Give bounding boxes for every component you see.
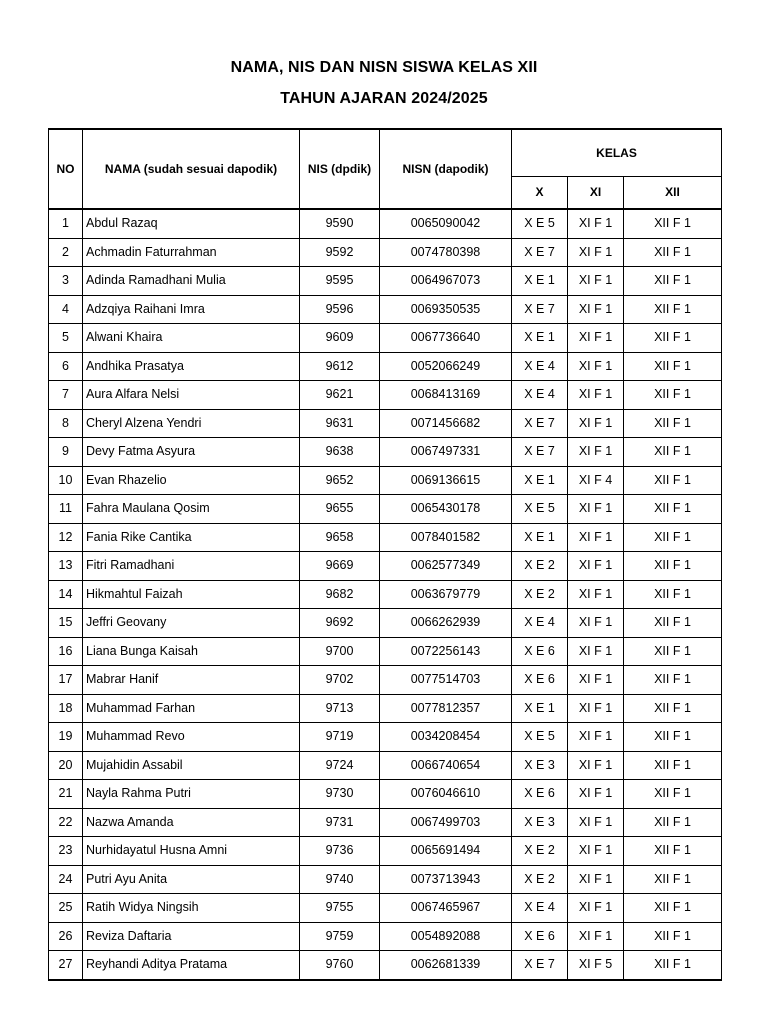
cell-kelas-xi: XI F 1 [568,238,624,267]
cell-nama: Muhammad Revo [83,723,300,752]
cell-kelas-xi: XI F 1 [568,381,624,410]
cell-nama: Adinda Ramadhani Mulia [83,267,300,296]
cell-nama: Achmadin Faturrahman [83,238,300,267]
cell-kelas-xi: XI F 1 [568,352,624,381]
cell-kelas-xii: XII F 1 [624,466,722,495]
cell-nisn: 0076046610 [380,780,512,809]
header-nama: NAMA (sudah sesuai dapodik) [83,129,300,209]
header-kelas-xi: XI [568,176,624,209]
cell-kelas-xii: XII F 1 [624,922,722,951]
cell-kelas-xi: XI F 1 [568,922,624,951]
cell-nisn: 0065430178 [380,495,512,524]
table-header [49,129,722,209]
table-row [49,637,722,666]
cell-kelas-xii: XII F 1 [624,865,722,894]
table-row [49,609,722,638]
cell-no: 3 [49,267,83,296]
table-row [49,894,722,923]
table-row [49,409,722,438]
cell-nis: 9596 [300,295,380,324]
cell-kelas-xi: XI F 1 [568,694,624,723]
cell-kelas-x: X E 1 [512,466,568,495]
cell-nis: 9655 [300,495,380,524]
cell-nama: Adzqiya Raihani Imra [83,295,300,324]
cell-nama: Evan Rhazelio [83,466,300,495]
cell-nama: Devy Fatma Asyura [83,438,300,467]
cell-no: 23 [49,837,83,866]
cell-kelas-xi: XI F 1 [568,723,624,752]
cell-nis: 9731 [300,808,380,837]
header-kelas-x: X [512,176,568,209]
cell-no: 5 [49,324,83,353]
cell-nama: Reyhandi Aditya Pratama [83,951,300,980]
cell-kelas-xii: XII F 1 [624,666,722,695]
cell-kelas-xi: XI F 1 [568,609,624,638]
cell-kelas-x: X E 4 [512,894,568,923]
cell-nama: Fitri Ramadhani [83,552,300,581]
cell-nisn: 0067499703 [380,808,512,837]
table-body [49,209,722,980]
cell-nama: Nazwa Amanda [83,808,300,837]
cell-no: 6 [49,352,83,381]
cell-kelas-xi: XI F 1 [568,523,624,552]
table-row [49,694,722,723]
cell-kelas-x: X E 5 [512,209,568,238]
cell-nis: 9592 [300,238,380,267]
cell-kelas-xi: XI F 1 [568,209,624,238]
header-kelas-xii: XII [624,176,722,209]
cell-kelas-x: X E 6 [512,780,568,809]
cell-nis: 9719 [300,723,380,752]
cell-nisn: 0069350535 [380,295,512,324]
cell-kelas-xi: XI F 1 [568,894,624,923]
cell-nama: Fania Rike Cantika [83,523,300,552]
table-row [49,723,722,752]
cell-nama: Abdul Razaq [83,209,300,238]
cell-kelas-xii: XII F 1 [624,751,722,780]
cell-kelas-xii: XII F 1 [624,238,722,267]
table-row [49,238,722,267]
table-row [49,324,722,353]
cell-kelas-xii: XII F 1 [624,352,722,381]
document-subtitle: TAHUN AJARAN 2024/2025 [280,90,488,107]
cell-nama: Alwani Khaira [83,324,300,353]
cell-kelas-xii: XII F 1 [624,609,722,638]
cell-nisn: 0064967073 [380,267,512,296]
document-title: NAMA, NIS DAN NISN SISWA KELAS XII [230,59,538,76]
cell-kelas-xii: XII F 1 [624,808,722,837]
cell-nis: 9755 [300,894,380,923]
cell-nisn: 0077514703 [380,666,512,695]
cell-kelas-x: X E 2 [512,837,568,866]
cell-nis: 9760 [300,951,380,980]
cell-kelas-xii: XII F 1 [624,580,722,609]
cell-kelas-x: X E 4 [512,381,568,410]
table-row [49,523,722,552]
cell-kelas-xi: XI F 1 [568,666,624,695]
cell-no: 10 [49,466,83,495]
cell-no: 2 [49,238,83,267]
cell-nisn: 0034208454 [380,723,512,752]
cell-kelas-xi: XI F 1 [568,637,624,666]
cell-kelas-x: X E 1 [512,694,568,723]
cell-nis: 9713 [300,694,380,723]
cell-kelas-x: X E 6 [512,637,568,666]
cell-kelas-xii: XII F 1 [624,438,722,467]
cell-nama: Mabrar Hanif [83,666,300,695]
cell-nama: Hikmahtul Faizah [83,580,300,609]
cell-no: 17 [49,666,83,695]
cell-nisn: 0067736640 [380,324,512,353]
cell-kelas-x: X E 3 [512,808,568,837]
cell-kelas-xii: XII F 1 [624,409,722,438]
cell-nama: Muhammad Farhan [83,694,300,723]
cell-nis: 9595 [300,267,380,296]
cell-kelas-xii: XII F 1 [624,495,722,524]
table-row [49,922,722,951]
cell-kelas-xi: XI F 5 [568,951,624,980]
cell-kelas-xii: XII F 1 [624,381,722,410]
cell-nisn: 0074780398 [380,238,512,267]
cell-kelas-xii: XII F 1 [624,523,722,552]
cell-nis: 9702 [300,666,380,695]
cell-no: 13 [49,552,83,581]
cell-kelas-xi: XI F 1 [568,837,624,866]
cell-kelas-xi: XI F 1 [568,324,624,353]
cell-nisn: 0066740654 [380,751,512,780]
cell-nisn: 0065691494 [380,837,512,866]
table-row [49,495,722,524]
table-row [49,438,722,467]
cell-kelas-x: X E 2 [512,865,568,894]
header-nisn: NISN (dapodik) [380,129,512,209]
table-row [49,267,722,296]
cell-nisn: 0069136615 [380,466,512,495]
cell-nisn: 0073713943 [380,865,512,894]
cell-kelas-xii: XII F 1 [624,324,722,353]
cell-nama: Nayla Rahma Putri [83,780,300,809]
cell-nisn: 0062681339 [380,951,512,980]
cell-nis: 9609 [300,324,380,353]
cell-nis: 9730 [300,780,380,809]
table-row [49,466,722,495]
cell-kelas-xi: XI F 1 [568,552,624,581]
cell-kelas-xi: XI F 1 [568,295,624,324]
cell-kelas-xii: XII F 1 [624,295,722,324]
table-row [49,209,722,238]
table-row [49,352,722,381]
cell-kelas-xi: XI F 1 [568,267,624,296]
cell-kelas-x: X E 2 [512,552,568,581]
table-row [49,295,722,324]
cell-kelas-x: X E 1 [512,523,568,552]
cell-nama: Ratih Widya Ningsih [83,894,300,923]
cell-nis: 9658 [300,523,380,552]
cell-nis: 9759 [300,922,380,951]
cell-kelas-x: X E 3 [512,751,568,780]
cell-no: 8 [49,409,83,438]
cell-kelas-xii: XII F 1 [624,951,722,980]
cell-nis: 9740 [300,865,380,894]
table-row [49,951,722,980]
cell-kelas-xi: XI F 1 [568,751,624,780]
table-row [49,837,722,866]
cell-no: 24 [49,865,83,894]
cell-kelas-xi: XI F 1 [568,808,624,837]
cell-nisn: 0065090042 [380,209,512,238]
cell-nama: Liana Bunga Kaisah [83,637,300,666]
cell-nis: 9638 [300,438,380,467]
student-table [48,128,722,981]
cell-nama: Cheryl Alzena Yendri [83,409,300,438]
header-nis: NIS (dpdik) [300,129,380,209]
cell-nis: 9682 [300,580,380,609]
cell-kelas-xii: XII F 1 [624,209,722,238]
cell-kelas-x: X E 6 [512,922,568,951]
cell-no: 27 [49,951,83,980]
cell-kelas-x: X E 6 [512,666,568,695]
cell-kelas-x: X E 4 [512,609,568,638]
cell-nisn: 0066262939 [380,609,512,638]
cell-kelas-x: X E 7 [512,295,568,324]
cell-nisn: 0068413169 [380,381,512,410]
cell-nis: 9692 [300,609,380,638]
cell-nisn: 0062577349 [380,552,512,581]
cell-kelas-xi: XI F 1 [568,438,624,467]
cell-nis: 9700 [300,637,380,666]
cell-nis: 9736 [300,837,380,866]
cell-nis: 9621 [300,381,380,410]
cell-kelas-xi: XI F 1 [568,409,624,438]
cell-no: 7 [49,381,83,410]
cell-no: 14 [49,580,83,609]
cell-nisn: 0063679779 [380,580,512,609]
cell-kelas-x: X E 5 [512,495,568,524]
cell-nama: Fahra Maulana Qosim [83,495,300,524]
cell-kelas-x: X E 5 [512,723,568,752]
cell-kelas-x: X E 4 [512,352,568,381]
cell-nisn: 0077812357 [380,694,512,723]
table-row [49,751,722,780]
cell-no: 9 [49,438,83,467]
cell-kelas-xi: XI F 1 [568,495,624,524]
cell-nama: Reviza Daftaria [83,922,300,951]
cell-no: 21 [49,780,83,809]
cell-no: 11 [49,495,83,524]
cell-kelas-xi: XI F 1 [568,780,624,809]
cell-nisn: 0071456682 [380,409,512,438]
cell-no: 19 [49,723,83,752]
cell-no: 26 [49,922,83,951]
cell-kelas-xii: XII F 1 [624,894,722,923]
cell-nis: 9652 [300,466,380,495]
table-row [49,580,722,609]
cell-nis: 9669 [300,552,380,581]
cell-nisn: 0078401582 [380,523,512,552]
table-row [49,808,722,837]
cell-no: 25 [49,894,83,923]
cell-nisn: 0054892088 [380,922,512,951]
cell-nama: Aura Alfara Nelsi [83,381,300,410]
table-row [49,666,722,695]
cell-kelas-x: X E 7 [512,238,568,267]
header-kelas: KELAS [512,129,722,176]
cell-kelas-x: X E 1 [512,267,568,296]
cell-nama: Andhika Prasatya [83,352,300,381]
cell-nis: 9612 [300,352,380,381]
cell-no: 12 [49,523,83,552]
cell-no: 16 [49,637,83,666]
cell-kelas-xii: XII F 1 [624,723,722,752]
cell-no: 1 [49,209,83,238]
table-row [49,865,722,894]
header-no: NO [49,129,83,209]
table-row [49,780,722,809]
cell-kelas-x: X E 2 [512,580,568,609]
cell-nama: Nurhidayatul Husna Amni [83,837,300,866]
table-row [49,552,722,581]
cell-kelas-x: X E 7 [512,409,568,438]
cell-kelas-x: X E 7 [512,951,568,980]
cell-kelas-xi: XI F 4 [568,466,624,495]
cell-no: 15 [49,609,83,638]
cell-kelas-x: X E 7 [512,438,568,467]
cell-nis: 9724 [300,751,380,780]
cell-nis: 9631 [300,409,380,438]
cell-kelas-xii: XII F 1 [624,780,722,809]
cell-no: 20 [49,751,83,780]
cell-no: 4 [49,295,83,324]
cell-nisn: 0072256143 [380,637,512,666]
cell-nisn: 0052066249 [380,352,512,381]
cell-nama: Jeffri Geovany [83,609,300,638]
cell-nisn: 0067465967 [380,894,512,923]
cell-kelas-xi: XI F 1 [568,580,624,609]
cell-no: 18 [49,694,83,723]
cell-no: 22 [49,808,83,837]
cell-kelas-xii: XII F 1 [624,552,722,581]
cell-kelas-xi: XI F 1 [568,865,624,894]
cell-kelas-x: X E 1 [512,324,568,353]
cell-nis: 9590 [300,209,380,238]
cell-kelas-xii: XII F 1 [624,267,722,296]
cell-kelas-xii: XII F 1 [624,837,722,866]
cell-kelas-xii: XII F 1 [624,694,722,723]
cell-nama: Putri Ayu Anita [83,865,300,894]
cell-nisn: 0067497331 [380,438,512,467]
cell-kelas-xii: XII F 1 [624,637,722,666]
table-row [49,381,722,410]
cell-nama: Mujahidin Assabil [83,751,300,780]
